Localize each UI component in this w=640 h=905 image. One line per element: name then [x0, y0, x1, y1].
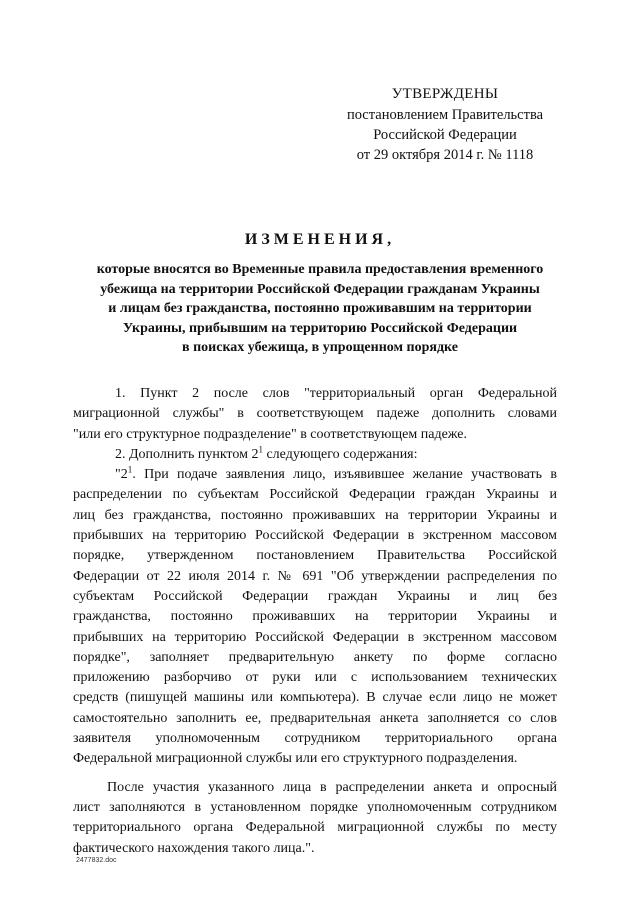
subtitle-line: убежища на территории Российской Федерации гражданам Украины [100, 281, 540, 297]
para1-line: порядке", заполняет предварительную анкету по форме согласно [73, 649, 557, 665]
para1-line: самостоятельно заполнить ее, предварительная анкета заполняется со слов [73, 710, 557, 726]
document-title: ИЗМЕНЕНИЯ, [244, 231, 396, 248]
document-subtitle [70, 260, 570, 358]
item1-line: "или его структурное подразделение" в соответствующем падеже. [73, 426, 468, 442]
para1-line: прибывших на территорию Российской Федерации в экстренном массовом [73, 629, 557, 645]
para1-line: Федеральной миграционной службы или его структурного подразделения. [73, 751, 518, 767]
item2-text-end: следующего содержания: [262, 446, 418, 462]
approval-line: постановлением Правительства [346, 107, 544, 123]
para2-line: лист заполняются в установленном порядке уполномоченным сотрудником [73, 799, 557, 815]
approval-line: Российской Федерации [373, 127, 517, 143]
para2-line: территориального органа Федеральной миграционной службы по месту [73, 820, 557, 836]
item1-line: миграционной службы" в соответствующем падеже дополнить словами [73, 406, 557, 422]
para1-line: распределении по субъектам Российской Федерации граждан Украины и [73, 487, 557, 503]
approval-date-number: от 29 октября 2014 г. № 1118 [356, 147, 534, 163]
subtitle-line: в поисках убежища, в упрощенном порядке [182, 340, 458, 355]
quote-first-line [73, 465, 557, 485]
item2-superscript: 1 [258, 444, 263, 455]
para1-line: средств (пишущей машины или компьютера). В случае если лицо не может [73, 690, 557, 706]
para1-line: Федерации от 22 июля 2014 г. № 691 "Об утверждении распределения по [73, 568, 557, 584]
subtitle-line: которые вносятся во Временные правила предоставления временного [96, 262, 544, 277]
approval-block [330, 84, 560, 165]
para2-line: фактического нахождения такого лица.". [73, 840, 315, 856]
approval-heading: УТВЕРЖДЕНЫ [391, 86, 499, 102]
quote-superscript: 1 [127, 464, 133, 475]
item1-line: 1. Пункт 2 после слов "территориальный орган Федеральной [115, 386, 557, 401]
para1-line: прибывших на территорию Российской Федерации в экстренном массовом [73, 528, 557, 544]
quote-text: "2 [115, 467, 128, 483]
quote-text-end: . При подаче заявления лицо, изъявившее желание участвовать в [132, 467, 557, 483]
para1-line: порядке, утвержденном постановлением Правительства Российской [73, 548, 557, 564]
para1-line: заявителя уполномоченным сотрудником территориального органа [73, 731, 557, 747]
para1-line: субъектам Российской Федерации граждан Украины и лиц без [73, 588, 557, 604]
subtitle-line: Украины, прибывшим на территорию Российской Федерации [122, 320, 518, 336]
item2-text: 2. Дополнить пунктом 2 [115, 446, 259, 462]
item2-line [73, 445, 557, 465]
para2-line: После участия указанного лица в распределении анкета и опросный [107, 779, 557, 795]
file-name-footer: 2477832.doc [76, 857, 117, 864]
para1-line: приложению разборчиво от руки или с использованием технических [73, 670, 557, 686]
document-body [73, 384, 557, 859]
para1-line: лиц без гражданства, постоянно проживавших на территории Украины и [73, 507, 557, 523]
subtitle-line: и лицам без гражданства, постоянно проживавшим на территории [108, 301, 532, 316]
para1-line: гражданства, постоянно проживавших на территории Украины и [73, 609, 557, 625]
